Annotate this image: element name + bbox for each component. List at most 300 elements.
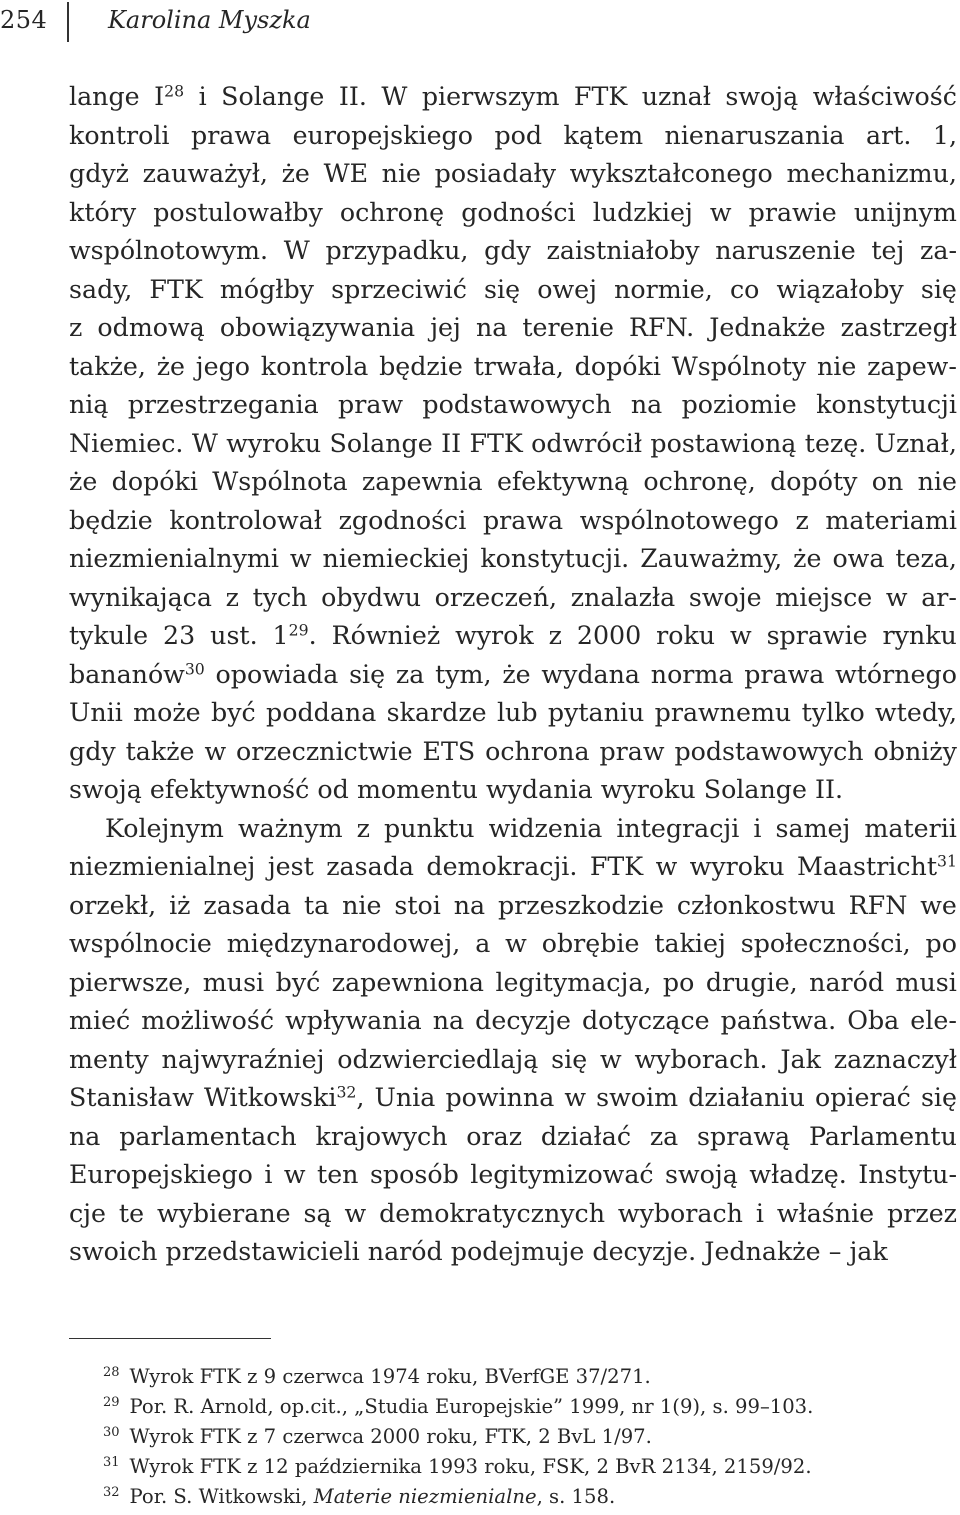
word: działaniu — [688, 1083, 805, 1112]
word: teza, — [895, 544, 957, 573]
word: praw — [599, 736, 665, 766]
word: Oba — [847, 1006, 900, 1035]
word: że — [281, 159, 310, 188]
word: terenie — [522, 313, 614, 342]
word: legitymizować — [470, 1160, 654, 1189]
footnote-number: 30 — [103, 1425, 120, 1440]
text-line — [69, 925, 957, 964]
word: jej — [430, 313, 461, 342]
word: w — [655, 852, 678, 881]
word: w — [344, 1198, 367, 1228]
word: RFN. — [629, 313, 695, 342]
word: się — [551, 1044, 588, 1074]
word: ele- — [910, 1006, 957, 1035]
text-line — [69, 810, 957, 849]
word: pytaniu — [547, 698, 645, 727]
word: zasada — [203, 890, 292, 920]
word: swoich — [69, 1237, 158, 1266]
page-header — [0, 0, 960, 48]
word: oraz — [466, 1121, 523, 1151]
word: przez — [887, 1198, 957, 1228]
word: 2000 — [576, 621, 642, 650]
word: sady, — [69, 274, 133, 304]
word: za- — [920, 236, 957, 265]
word: swoim — [596, 1083, 679, 1112]
word: będzie — [379, 351, 463, 381]
footnote-31 — [103, 1448, 953, 1478]
word: ludzkiej — [592, 197, 693, 227]
word: będzie — [69, 505, 153, 535]
word: sprawie — [766, 621, 868, 650]
word: widzenia — [488, 813, 603, 843]
text-line — [69, 656, 957, 695]
word: obniży — [873, 736, 957, 766]
word: sprzeciwić — [331, 274, 467, 304]
word: zapew- — [867, 351, 957, 381]
word: za — [649, 1121, 679, 1151]
word: konstytucji. — [480, 544, 630, 573]
word: efektywną — [496, 467, 630, 496]
word: konstytucji — [816, 390, 957, 419]
word: jak — [849, 1237, 888, 1266]
word: opierać — [815, 1083, 911, 1112]
word: z — [356, 813, 370, 843]
word: parlamentach — [119, 1121, 297, 1151]
word: FTK — [149, 274, 203, 304]
word: Stanisław — [69, 1083, 194, 1112]
word: $I^{28}$ — [154, 81, 185, 111]
footnote-text: Wyrok FTK z 9 czerwca 1974 roku, BVerfGE 37/271. — [129, 1365, 651, 1388]
word: właśnie — [776, 1198, 875, 1228]
word: niemieckiej — [322, 544, 470, 573]
word: we — [920, 890, 957, 920]
word: dopóki — [111, 467, 198, 496]
word: który — [69, 197, 137, 227]
word: co — [729, 274, 760, 304]
main-text — [69, 78, 957, 1272]
word: zaznaczył — [833, 1044, 957, 1074]
word: na — [453, 890, 486, 920]
word: wyborach. — [634, 1044, 768, 1074]
page-number: 254 — [0, 6, 48, 34]
word: Wspólnota — [212, 467, 348, 496]
word: lange — [69, 82, 140, 111]
word: Maastricht$^{31}$ — [796, 851, 957, 881]
word: miejsce — [775, 582, 873, 612]
footnote-text-part: Por. S. Witkowski, — [129, 1485, 314, 1508]
word: on — [871, 467, 904, 496]
word: legitymacja, — [495, 967, 652, 997]
word: demokracji. — [426, 852, 578, 881]
word: zgodności — [338, 505, 467, 535]
word: FTK — [469, 428, 523, 458]
word: Europejskiego — [69, 1160, 253, 1189]
word: Parlamentu — [808, 1121, 957, 1151]
footnote-29 — [103, 1388, 953, 1418]
word: na — [432, 1006, 465, 1035]
word: momentu — [356, 775, 478, 804]
word: punktu — [384, 813, 475, 843]
word: II — [441, 428, 462, 458]
footnote-number: 32 — [103, 1485, 120, 1500]
word: mechanizmu, — [786, 159, 957, 188]
word: odmową — [97, 313, 205, 342]
word: tezę. — [804, 428, 867, 458]
word: $1^{29}$. — [272, 620, 317, 650]
word: materii — [864, 813, 957, 843]
word: i — [755, 1198, 764, 1228]
word: niezmienialnymi — [69, 544, 279, 573]
word: prawnemu — [654, 698, 792, 727]
word: wspólnocie — [69, 929, 212, 958]
word: wspólnotowym. — [69, 236, 269, 265]
word: z — [225, 582, 239, 612]
word: kątem — [563, 120, 644, 150]
word: swoją — [665, 1160, 738, 1189]
word: ten — [317, 1160, 359, 1189]
word: pod — [494, 120, 543, 150]
footnote-number: 31 — [103, 1455, 120, 1470]
word: wpływania — [285, 1006, 422, 1035]
word: norma — [650, 659, 734, 689]
word: być — [275, 967, 321, 997]
word: iż — [169, 890, 191, 920]
word: przeszkodzie — [497, 890, 664, 920]
word: naruszenie — [715, 236, 856, 265]
word: zaistniałoby — [546, 236, 700, 265]
word: godności — [461, 197, 576, 227]
text-line — [69, 309, 957, 348]
word: zasada — [326, 852, 414, 881]
text-line — [69, 117, 957, 156]
word: międzynarodowej, — [226, 929, 461, 958]
footnote-separator — [69, 1338, 271, 1339]
word: są — [303, 1198, 332, 1228]
word: sprawą — [697, 1121, 791, 1151]
text-line — [69, 232, 957, 271]
text-line — [69, 540, 957, 579]
text-line — [69, 964, 957, 1003]
word: zauważył, — [142, 159, 268, 188]
word: zapewnia — [361, 467, 483, 496]
word: orzecznictwie — [236, 736, 413, 766]
word: że — [502, 659, 531, 689]
word: skardze — [386, 698, 487, 727]
word: krajowych — [315, 1121, 448, 1151]
text-line — [69, 1233, 957, 1272]
word: gdy — [69, 736, 116, 766]
word: II. — [815, 775, 844, 804]
word: powinna — [445, 1083, 555, 1112]
word: Unia — [374, 1083, 436, 1112]
word: swoją — [725, 82, 799, 111]
word: znalazła — [570, 582, 676, 612]
text-line — [69, 1156, 957, 1195]
word: FTK — [589, 852, 644, 881]
word: wyroku — [226, 428, 322, 458]
word: obrębie — [541, 929, 640, 958]
word: wydana — [541, 659, 641, 689]
text-line — [69, 194, 957, 233]
word: wiązałoby — [776, 274, 904, 304]
word: nie — [381, 159, 422, 188]
word: uznał — [641, 82, 711, 111]
word: że — [156, 351, 185, 381]
text-line — [69, 887, 957, 926]
word: trwała, — [473, 351, 564, 381]
word: praw — [338, 390, 404, 419]
word: W — [381, 82, 408, 111]
word: społeczności, — [740, 929, 911, 958]
word: że — [69, 467, 98, 496]
word: odzwierciedlają — [337, 1044, 539, 1074]
text-line — [69, 1195, 957, 1234]
text-line — [69, 1118, 957, 1157]
word: kontrola — [260, 351, 369, 381]
word: nienaruszania — [664, 120, 845, 150]
word: orzeczeń, — [434, 582, 558, 612]
word: roku — [656, 621, 716, 650]
text-line — [69, 78, 957, 117]
word: stoi — [394, 890, 441, 920]
word: gdy — [484, 236, 531, 265]
word: tym, — [435, 659, 492, 689]
word: 1, — [932, 120, 957, 150]
word: ta — [304, 890, 330, 920]
word: samej — [775, 813, 851, 843]
word: członkostwu — [676, 890, 836, 920]
word: odwrócił — [531, 428, 643, 458]
word: że — [793, 544, 822, 573]
word: nie — [816, 351, 857, 381]
word: tykule — [69, 621, 149, 650]
word: Niemiec. — [69, 428, 184, 458]
word: możliwość — [141, 1006, 275, 1035]
word: się — [484, 274, 521, 304]
word: FTK — [573, 82, 628, 111]
word: bananów$^{30}$ — [69, 658, 205, 689]
word: drugie, — [705, 967, 798, 997]
word: ETS — [422, 736, 476, 766]
word: właściwość — [812, 82, 957, 111]
text-line — [69, 1002, 957, 1041]
word: Zauważmy, — [640, 544, 783, 573]
word: jest — [267, 852, 314, 881]
word: wtórnego — [835, 659, 957, 689]
word: W — [191, 428, 218, 458]
word: demokratycznych — [379, 1198, 605, 1228]
footnote-title-italic: Materie niezmienialne — [313, 1485, 537, 1508]
word: podejmuje — [450, 1237, 585, 1266]
footnote-32 — [103, 1478, 953, 1508]
footnote-text-part: , s. 158. — [536, 1485, 616, 1508]
word: po — [925, 929, 957, 958]
word: poddana — [266, 698, 377, 727]
text-line — [69, 463, 957, 502]
word: władzę. — [749, 1160, 847, 1189]
word: pierwszym — [421, 82, 560, 111]
word: postulowałby — [153, 197, 323, 227]
word: obowiązywania — [219, 313, 416, 342]
word: na — [69, 1121, 101, 1151]
footnote-text: Wyrok FTK z 12 października 1993 roku, FSK, 2 BvR 2134, 2159/92. — [129, 1455, 812, 1478]
word: wydania — [485, 775, 593, 804]
word: Solange — [329, 428, 433, 458]
word: nie — [342, 890, 382, 920]
word: w — [600, 1044, 622, 1074]
word: Witkowski$^{32}$, — [204, 1082, 365, 1112]
word: wyrok — [455, 621, 534, 650]
word: swoje — [688, 582, 762, 612]
word: ochronę, — [643, 467, 756, 496]
word: takiej — [654, 929, 726, 958]
text-line — [69, 771, 957, 810]
word: państwa. — [720, 1006, 837, 1035]
word: z — [795, 505, 809, 535]
word: przedstawicieli — [165, 1237, 360, 1266]
word: wyborach — [617, 1198, 743, 1228]
word: za — [395, 659, 425, 689]
word: wyroku — [689, 852, 785, 881]
text-line — [69, 425, 957, 464]
text-line — [69, 386, 957, 425]
word: postawioną — [650, 428, 797, 458]
word: zastrzegł — [840, 313, 957, 342]
footnote-number: 28 — [103, 1365, 120, 1380]
footnote-text: Por. R. Arnold, op.cit., „Studia Europejskie” 1999, nr 1(9), s. 99–103. — [129, 1395, 814, 1418]
word: Wspólnoty — [671, 351, 807, 381]
word: II. — [338, 82, 367, 111]
word: ochrona — [485, 736, 590, 766]
word: efektywność — [149, 775, 310, 804]
word: przestrzegania — [127, 390, 319, 419]
word: pierwsze, — [69, 967, 192, 997]
word: niezmienialnej — [69, 852, 256, 881]
word: mieć — [69, 1006, 131, 1035]
word: Jak — [780, 1044, 821, 1074]
text-line — [69, 848, 957, 887]
word: gdyż — [69, 159, 130, 188]
text-line — [69, 1079, 957, 1118]
word: dotyczące — [581, 1006, 710, 1035]
word: wynikająca — [69, 582, 212, 612]
word: także — [125, 736, 195, 766]
text-line — [69, 733, 957, 772]
word: decyzje — [475, 1006, 571, 1035]
text-line — [69, 155, 957, 194]
word: najwyraźniej — [161, 1044, 325, 1074]
word: Kolejnym — [105, 813, 224, 843]
text-line — [69, 1041, 957, 1080]
footnote-text: Wyrok FTK z 7 czerwca 2000 roku, FTK, 2 BvL 1/97. — [129, 1425, 652, 1448]
word: swoją — [69, 775, 142, 804]
word: Jednakże — [709, 313, 826, 342]
text-line — [69, 348, 957, 387]
word: kontrolował — [169, 505, 322, 535]
word: być — [211, 698, 256, 727]
word: kontroli — [69, 120, 170, 150]
word: a — [475, 929, 491, 958]
word: od — [317, 775, 349, 804]
word: ochronę — [339, 197, 445, 227]
word: podstawowych — [674, 736, 864, 766]
word: art. — [865, 120, 912, 150]
text-line — [69, 271, 957, 310]
word: wspólnotowego — [579, 505, 779, 535]
footnote-text — [130, 1485, 616, 1508]
word: wyroku — [600, 775, 696, 804]
word: na — [630, 390, 663, 419]
footnote-30 — [103, 1418, 953, 1448]
word: prawa — [191, 120, 272, 150]
word: i — [264, 1160, 273, 1189]
word: wykształconego — [569, 159, 773, 188]
word: owa — [832, 544, 885, 573]
word: się — [349, 659, 386, 689]
running-header-author: Karolina Myszka — [108, 6, 311, 34]
word: poziomie — [681, 390, 797, 419]
word: menty — [69, 1044, 149, 1074]
word: lub — [496, 698, 538, 727]
word: normie, — [614, 274, 713, 304]
word: materiami — [825, 505, 957, 535]
word: Solange — [703, 775, 807, 804]
word: tych — [252, 582, 308, 612]
word: i — [753, 813, 762, 843]
word: działać — [540, 1121, 631, 1151]
word: rynku — [882, 621, 957, 650]
word: przypadku, — [325, 236, 469, 265]
footnote-28 — [103, 1358, 953, 1388]
word: się — [920, 1083, 957, 1112]
word: – — [828, 1237, 842, 1266]
word: wtedy, — [875, 698, 957, 727]
text-line — [69, 579, 957, 618]
word: integracji — [616, 813, 740, 843]
word: po — [662, 967, 695, 997]
word: ważnym — [237, 813, 343, 843]
word: naród — [809, 967, 885, 997]
word: w — [564, 1083, 587, 1112]
word: te — [118, 1198, 145, 1228]
word: prawa — [482, 505, 564, 535]
word: tylko — [801, 698, 865, 727]
word: unijnym — [853, 197, 957, 227]
word: w — [283, 1160, 306, 1189]
word: w — [204, 736, 227, 766]
word: WE — [323, 159, 369, 188]
word: decyzje. — [592, 1237, 697, 1266]
word: z — [69, 313, 83, 342]
word: dopóty — [770, 467, 858, 496]
word: musi — [895, 967, 957, 997]
word: posiadały — [434, 159, 557, 188]
word: opowiada — [215, 659, 339, 689]
footnotes — [103, 1358, 953, 1508]
word: na — [475, 313, 508, 342]
word: może — [133, 698, 201, 727]
word: orzekł, — [69, 890, 157, 920]
word: sposób — [369, 1160, 459, 1189]
footnote-number: 29 — [103, 1395, 120, 1410]
word: wybierane — [156, 1198, 291, 1228]
word: obydwu — [321, 582, 421, 612]
word: jego — [195, 351, 251, 381]
word: w — [885, 582, 908, 612]
word: RFN — [848, 890, 908, 920]
word: Uznał, — [874, 428, 957, 458]
word: W — [283, 236, 310, 265]
